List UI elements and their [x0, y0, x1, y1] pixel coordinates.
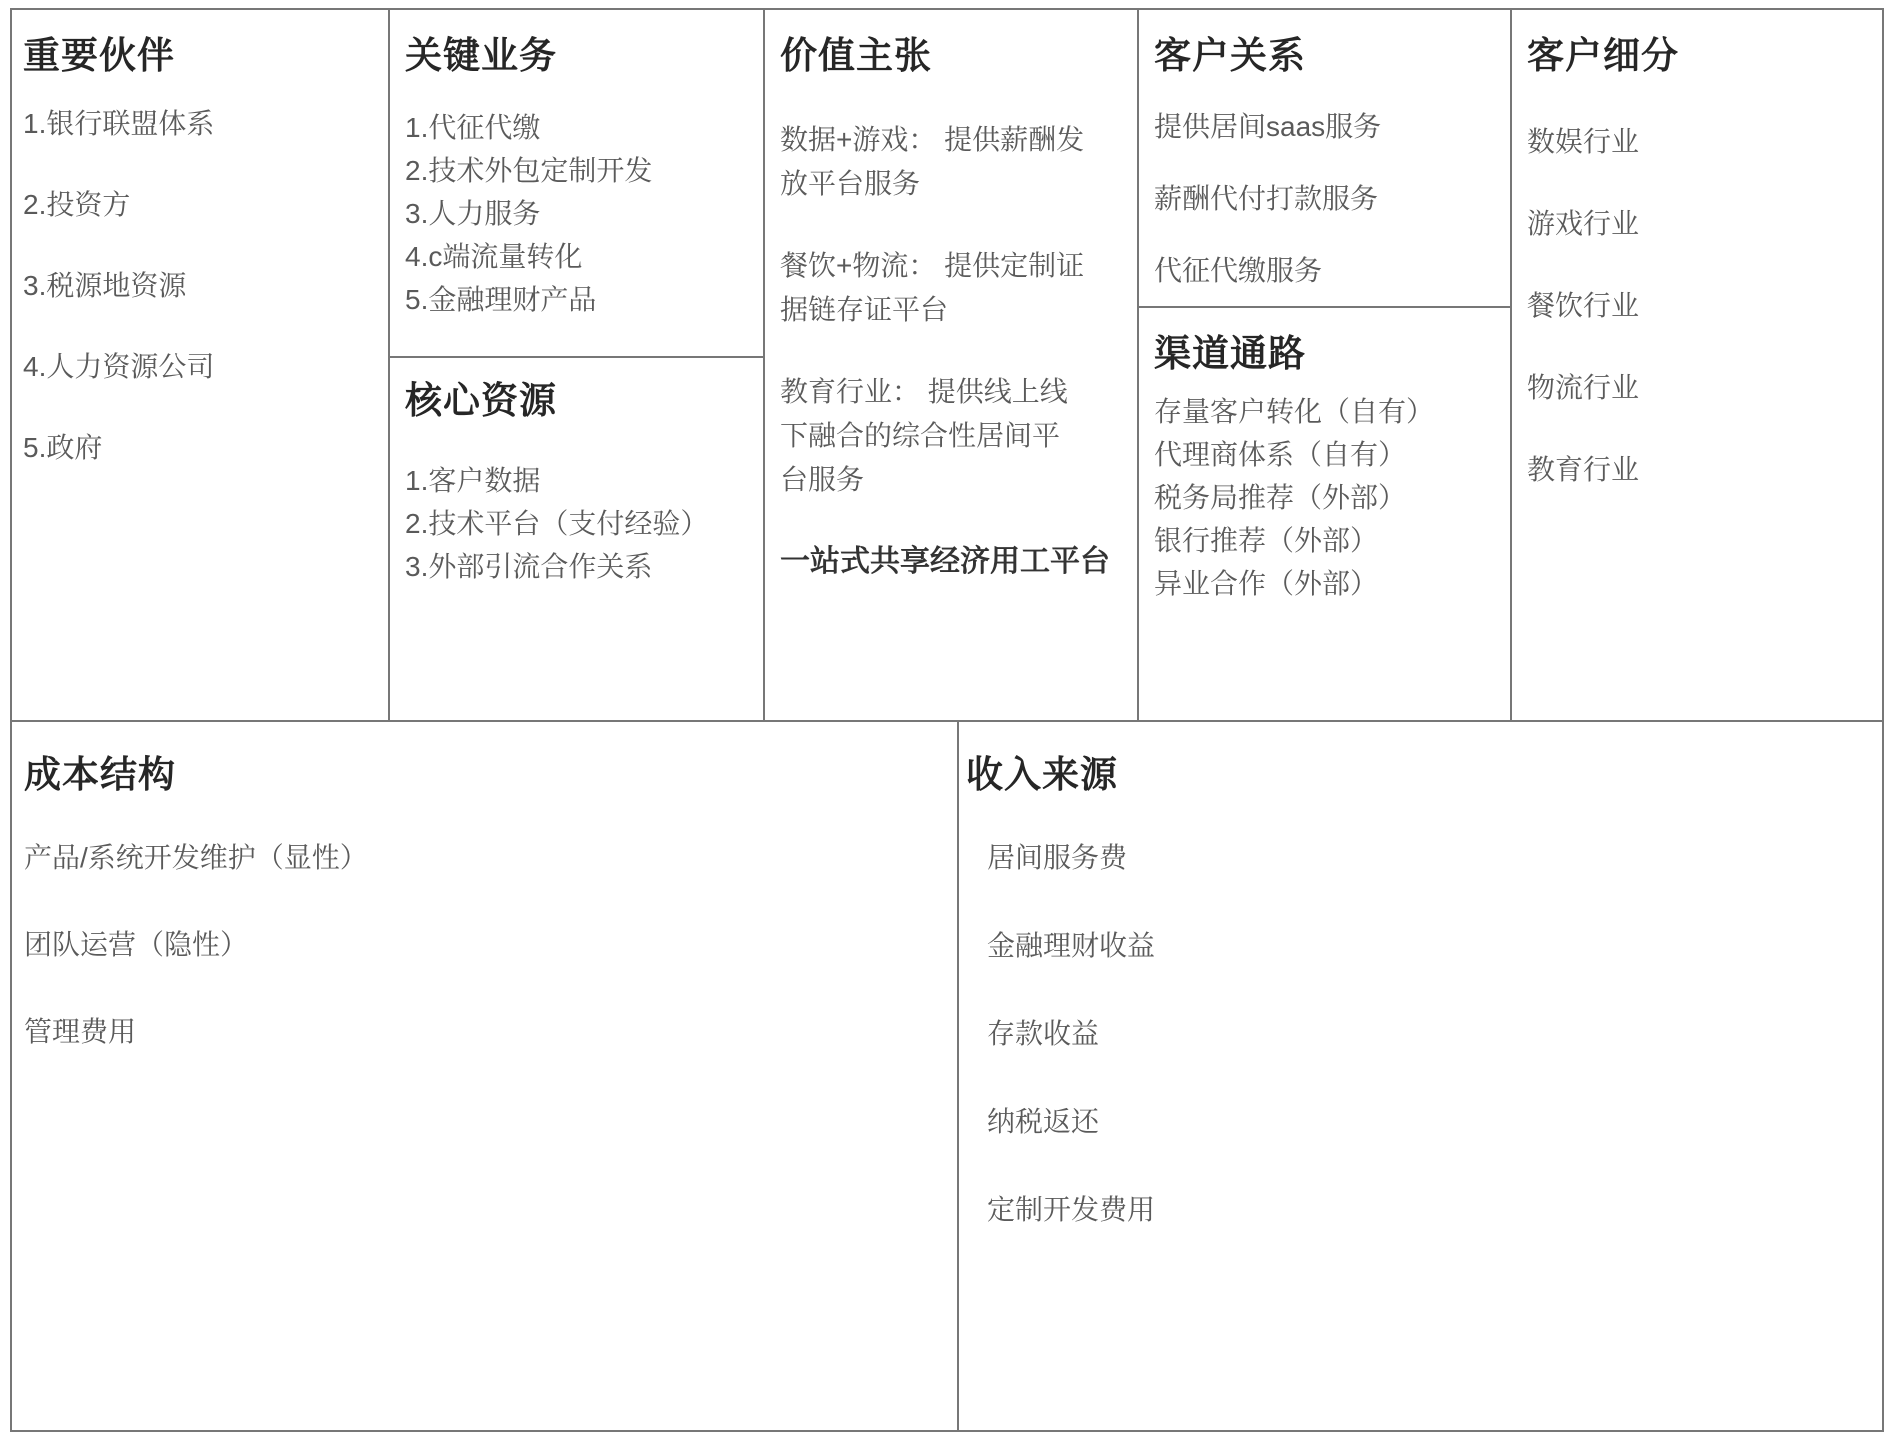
customer-segments-item: 游戏行业 — [1527, 208, 1640, 239]
customer-segments-item: 教育行业 — [1527, 454, 1640, 485]
revenue-streams-item: 金融理财收益 — [987, 930, 1156, 961]
customer-relationships-title: 客户关系 — [1154, 35, 1306, 76]
channels-title: 渠道通路 — [1154, 333, 1306, 374]
canvas-bottom-row — [12, 722, 1882, 1430]
customer-relationships-item: 薪酬代付打款服务 — [1154, 183, 1379, 214]
cost-structure-item: 管理费用 — [24, 1016, 137, 1047]
channels-item: 存量客户转化（自有） — [1154, 396, 1435, 427]
customer-segments-title: 客户细分 — [1527, 35, 1679, 76]
cost-structure-item: 团队运营（隐性） — [24, 929, 249, 960]
key-partners-item: 1.银行联盟体系 — [23, 108, 215, 139]
customer-relationships-item: 代征代缴服务 — [1154, 255, 1323, 286]
key-resources-title: 核心资源 — [405, 380, 557, 421]
section-revenue-streams — [959, 722, 1882, 1430]
value-propositions-title: 价值主张 — [780, 35, 932, 76]
section-cost-structure — [12, 722, 959, 1430]
section-channels — [1139, 308, 1510, 720]
revenue-streams-item: 纳税返还 — [987, 1106, 1100, 1137]
key-partners-title: 重要伙伴 — [23, 35, 175, 76]
section-customer-segments — [1512, 10, 1882, 720]
value-proposition-item: 数据+游戏： 提供薪酬发放平台服务 — [780, 124, 1085, 199]
revenue-streams-item: 定制开发费用 — [987, 1194, 1156, 1225]
value-proposition-item: 餐饮+物流： 提供定制证据链存证平台 — [780, 250, 1085, 325]
cost-structure-title: 成本结构 — [24, 754, 176, 795]
section-value-propositions — [765, 10, 1139, 720]
column-key-activities-resources — [390, 10, 765, 720]
key-activities-item: 3.人力服务 — [405, 198, 541, 229]
key-activities-item: 5.金融理财产品 — [405, 284, 597, 315]
revenue-streams-item: 存款收益 — [987, 1018, 1100, 1049]
key-activities-item: 1.代征代缴 — [405, 112, 541, 143]
cost-structure-item: 产品/系统开发维护（显性） — [24, 842, 368, 873]
canvas-top-row — [12, 10, 1882, 722]
section-customer-relationships — [1139, 10, 1510, 308]
key-resources-item: 2.技术平台（支付经验） — [405, 508, 709, 539]
channels-item: 银行推荐（外部） — [1154, 525, 1379, 556]
key-partners-item: 4.人力资源公司 — [23, 351, 215, 382]
value-proposition-item: 教育行业： 提供线上线下融合的综合性居间平台服务 — [780, 376, 1068, 495]
column-relationships-channels — [1139, 10, 1512, 720]
section-key-partners — [12, 10, 390, 720]
channels-item: 税务局推荐（外部） — [1154, 482, 1407, 513]
revenue-streams-title: 收入来源 — [966, 754, 1118, 795]
customer-segments-item: 物流行业 — [1527, 372, 1640, 403]
key-resources-item: 1.客户数据 — [405, 465, 541, 496]
channels-item: 代理商体系（自有） — [1154, 439, 1407, 470]
section-key-resources — [390, 358, 763, 720]
channels-item: 异业合作（外部） — [1154, 568, 1379, 599]
key-partners-item: 5.政府 — [23, 432, 103, 463]
value-proposition-highlight: 一站式共享经济用工平台 — [780, 545, 1110, 578]
customer-segments-item: 餐饮行业 — [1527, 290, 1640, 321]
key-activities-item: 4.c端流量转化 — [405, 241, 583, 272]
key-activities-title: 关键业务 — [405, 35, 557, 76]
customer-relationships-item: 提供居间saas服务 — [1154, 111, 1382, 142]
key-resources-item: 3.外部引流合作关系 — [405, 551, 653, 582]
section-key-activities — [390, 10, 763, 358]
customer-segments-item: 数娱行业 — [1527, 126, 1640, 157]
key-partners-item: 2.投资方 — [23, 189, 131, 220]
key-activities-item: 2.技术外包定制开发 — [405, 155, 653, 186]
revenue-streams-item: 居间服务费 — [987, 842, 1128, 873]
key-partners-item: 3.税源地资源 — [23, 270, 187, 301]
business-model-canvas — [10, 8, 1884, 1432]
